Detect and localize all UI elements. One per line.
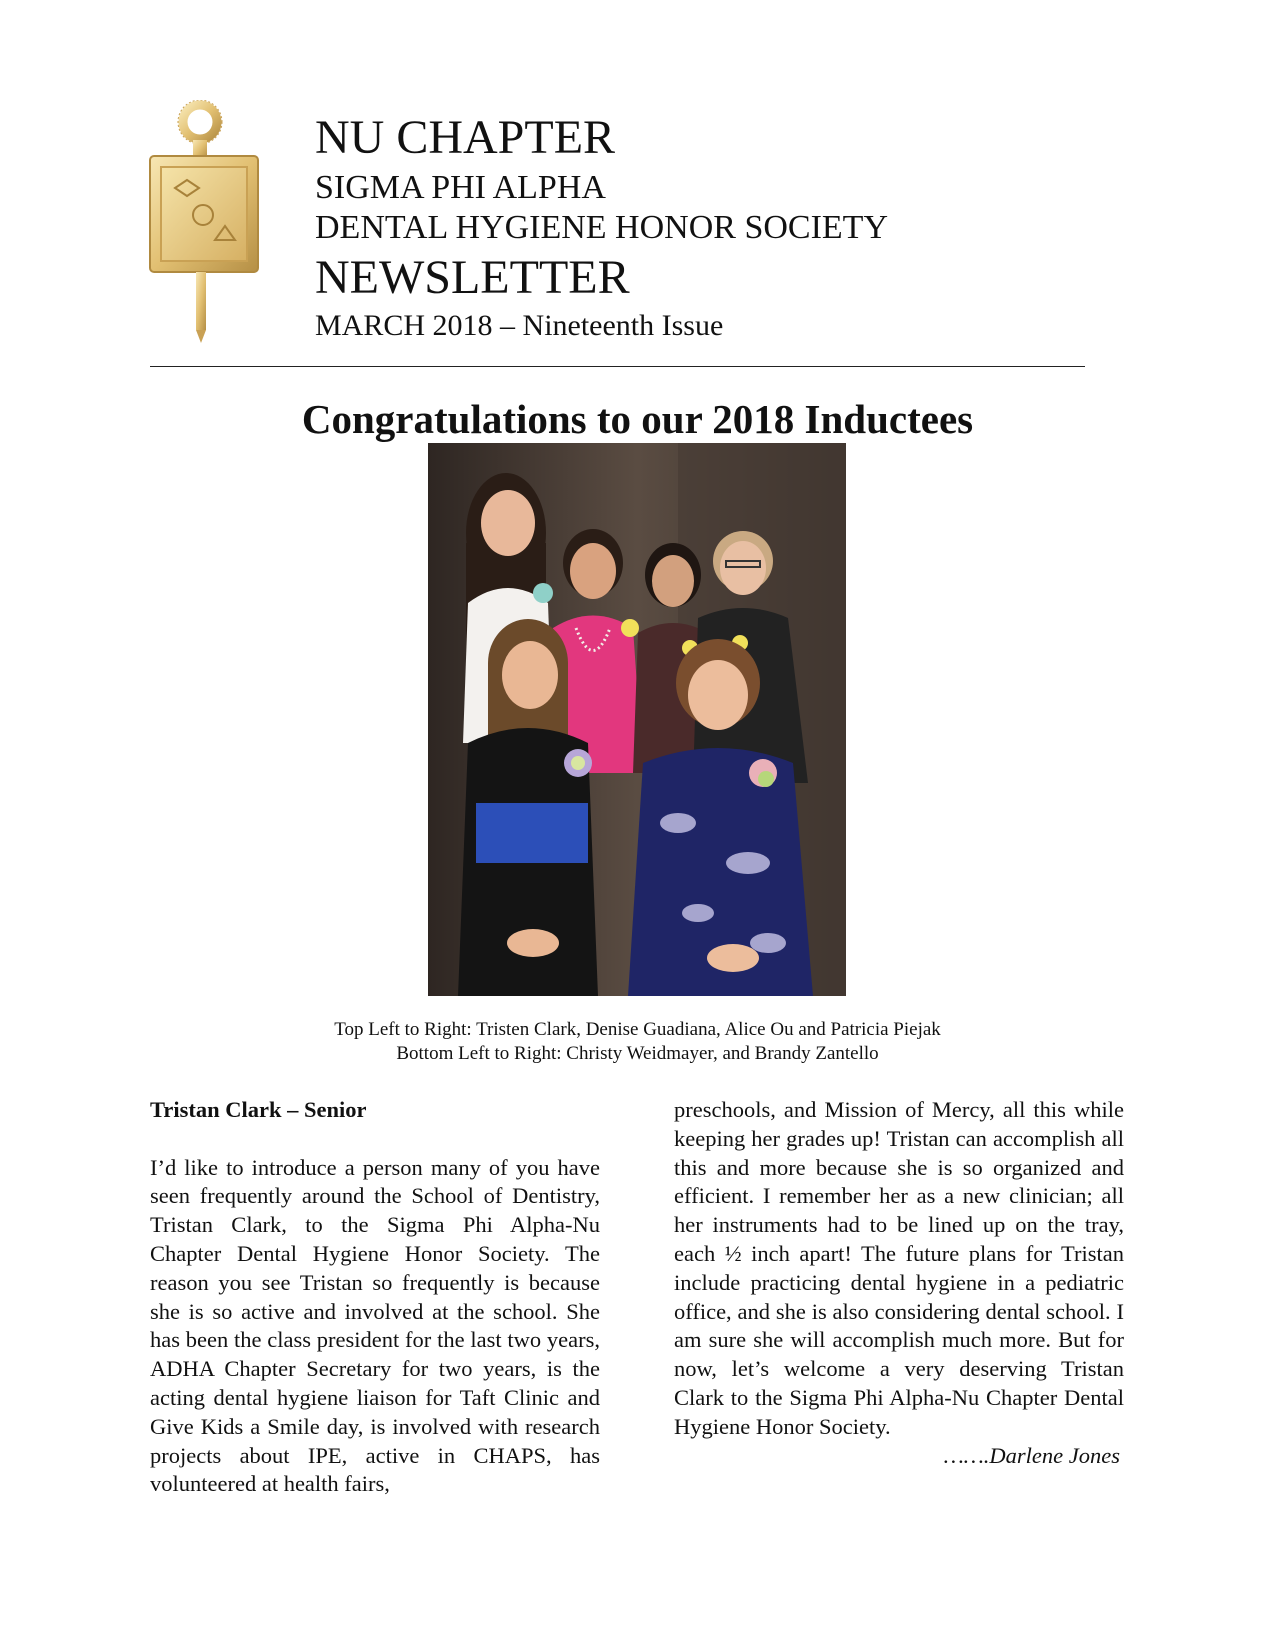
inductees-photo [428,443,846,996]
newsletter-title: NEWSLETTER [315,251,630,304]
masthead-divider [150,366,1085,367]
photo-caption [0,1018,1275,1066]
article-body-right: preschools, and Mission of Mercy, all this while keeping her grades up! Tristan can accomplish all this and more because she is so organized and efficient. I remember her as a new clinician; all her instruments had to be lined up on the tray, each ½ inch apart! The future plans for Tristan include practicing dental hygiene in a pediatric office, and she is also considering dental school. I am sure she will accomplish much more. But for now, let’s welcome a very deserving Tristan Clark to the Sigma Phi Alpha-Nu Chapter Dental Hygiene Honor Society. [674,1097,1124,1439]
chapter-title: NU CHAPTER [315,111,616,164]
issue-date: MARCH 2018 – Nineteenth Issue [315,309,724,342]
society-subtitle: DENTAL HYGIENE HONOR SOCIETY [315,209,889,246]
article-column-left [150,1096,600,1499]
newsletter-masthead [315,112,888,344]
page-headline: Congratulations to our 2018 Inductees [301,396,974,442]
photo-caption-bottom-row: Bottom Left to Right: Christy Weidmayer, and Brandy Zantello [396,1043,879,1064]
photo-caption-top-row: Top Left to Right: Tristen Clark, Denise Guadiana, Alice Ou and Patricia Piejak [334,1019,941,1040]
article-body-left: I’d like to introduce a person many of you have seen frequently around the School of Dentistry, Tristan Clark, to the Sigma Phi Alpha-Nu Chapter Dental Hygiene Honor Society. The reason you see Tristan so frequently is because she is so active and involved at the school. She has been the class president for the last two years, ADHA Chapter Secretary for two years, is the acting dental hygiene liaison for Taft Clinic and Give Kids a Smile day, is involved with research projects about IPE, active in CHAPS, has volunteered at health fairs, [150,1154,600,1497]
article-signature: …….Darlene Jones [943,1442,1120,1468]
article-heading: Tristan Clark – Senior [150,1097,367,1122]
article-column-right [674,1096,1124,1470]
sigma-phi-alpha-key-icon [145,100,265,345]
society-name: SIGMA PHI ALPHA [315,169,606,206]
